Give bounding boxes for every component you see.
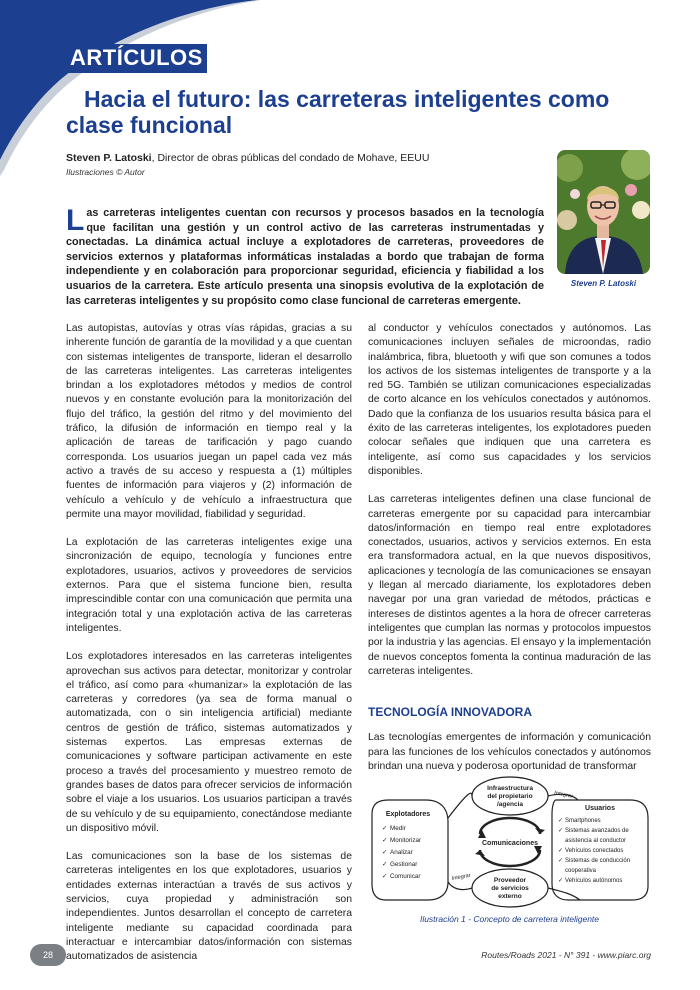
body-paragraph: La explotación de las carreteras inteligentes exige una sincronización de equipo, tecnología y funciones entre explotadores, usuarios, activos y proveedores de servicios externos. Para que el sistema funcione bien, resulta imprescindible contar con una comunicación que permita una integración total y una explotación activa de las carreteras inteligentes.	[66, 537, 352, 634]
usuarios-item: Smartphones	[565, 818, 601, 824]
drop-cap: L	[66, 204, 85, 237]
explotadores-item: Monitorizar	[390, 837, 422, 844]
usuarios-item: Vehículos conectados	[565, 848, 624, 854]
author-line	[66, 152, 429, 164]
check-icon: ✓	[558, 858, 564, 864]
infra-label-1: Infraestructura	[487, 785, 533, 792]
body-paragraph: Las comunicaciones son la base de los sistemas de carreteras inteligentes en los que explotadores, usuarios y entidades externas interactúan a través de sus activos y servicios, cuya propiedad y administración son independientes. Juntos desarrollan el concepto de carretera inteligente mediante su capacidad coordinada para interactuar e intercambiar datos/información con sistemas automatizados de asistencia	[66, 851, 352, 963]
provider-label-3: externo	[498, 893, 522, 900]
usuarios-item: Sistemas avanzados de	[565, 828, 629, 834]
explotadores-item: Medir	[390, 825, 406, 832]
page-footer: Routes/Roads 2021 - N° 391 - www.piarc.org	[481, 950, 651, 960]
check-icon: ✓	[558, 878, 564, 884]
check-icon: ✓	[382, 861, 388, 868]
check-icon: ✓	[382, 825, 388, 832]
check-icon: ✓	[558, 848, 564, 854]
smart-road-diagram	[368, 774, 651, 910]
illustration-credit: Ilustraciones © Autor	[66, 167, 145, 177]
usuarios-item: cooperativa	[565, 868, 597, 874]
integrar-top-label: Integrar	[553, 790, 574, 800]
check-icon: ✓	[558, 818, 564, 824]
body-paragraph: Las autopistas, autovías y otras vías rápidas, gracias a su inherente función de garantía de la movilidad y a que cuentan con sistemas inteligentes de transporte, lideran el desarrollo de las carreteras inteligentes. Las carreteras inteligentes brindan a los explotadores métodos y medios de control nuevos y en constante evolución para la monitorización del flujo del tráfico, la gestión del ritmo y del movimiento del tráfico, la difusión de información en tiempo real y la aplicación de tareas de tarificación y pago cuando corresponda. Los usuarios juegan un papel cada vez más activo a través de su acceso y respuesta a (1) múltiples fuentes de información para viajeros y (2) información de vehículo a vehículo y de vehículo a infraestructura que permite una mayor movilidad, fiabilidad y seguridad.	[66, 323, 352, 520]
usuarios-item: asistencia al conductor	[565, 838, 627, 844]
infra-label-2: del propietario	[487, 793, 533, 800]
check-icon: ✓	[382, 849, 388, 856]
check-icon: ✓	[558, 828, 564, 834]
explotadores-item: Gestionar	[390, 861, 418, 868]
body-paragraph: Los explotadores interesados en las carreteras inteligentes aprovechan sus activos para detectar, monitorizar y controlar el tráfico, así como para «humanizar» la explotación de las carreteras y corredores (ya sea de forma manual o automatizada, con o sin inteligencia artificial) mediante centros de gestión de tráfico, sistemas automatizados y sistemas expertos. Las empresas externas de comunicaciones y software participan activamente en este proceso a través del procesamiento y muestreo remoto de grandes bases de datos para ofrecer servicios de información sobre el viaje a los usuarios. Los usuarios participan a través de su vehículo y de su equipamiento, conectándose mediante un dispositivo móvil.	[66, 651, 352, 834]
provider-label-1: Proveedor	[493, 877, 527, 884]
section-subheading: TECNOLOGÍA INNOVADORA	[368, 705, 532, 720]
check-icon: ✓	[382, 837, 388, 844]
photo-caption: Steven P. Latoski	[570, 279, 637, 288]
body-column-right	[368, 322, 651, 788]
body-paragraph: al conductor y vehículos conectados y autónomos. Las comunicaciones incluyen señales de microondas, radio inalámbrica, fibra, bluetooth y wifi que son comunes a todos los activos de los sistemas inteligentes de transporte y a la red 5G. También se utilizan comunicaciones especializadas de corto alcance en los vehículos conectados y autónomos. Dado que la confianza de los usuarios resulta básica para el éxito de las carreteras inteligentes, los explotadores pueden colocar señales que indiquen que una carretera es inteligente, así como sus capacidades y los servicios disponibles.	[368, 323, 651, 477]
lead-paragraph	[66, 206, 544, 308]
usuarios-title: Usuarios	[585, 805, 615, 812]
author-photo	[557, 150, 650, 274]
explotadores-item: Comunicar	[390, 873, 421, 880]
body-paragraph: Las tecnologías emergentes de información y comunicación para las funciones de los vehículos conectados y autónomos brindan una nueva y poderosa oportunidad de transformar	[368, 732, 651, 773]
check-icon: ✓	[382, 873, 388, 880]
infra-label-3: /agencia	[496, 801, 524, 808]
integrar-bottom-label: Integrar	[451, 872, 472, 882]
article-title: Hacia el futuro: las carreteras inteligentes como clase funcional	[66, 86, 610, 138]
center-label: Comunicaciones	[481, 840, 539, 847]
author-name: Steven P. Latoski	[66, 152, 152, 164]
explotadores-item: Analizar	[390, 849, 413, 856]
usuarios-item: Sistemas de conducción	[565, 858, 631, 864]
body-paragraph: Las carreteras inteligentes definen una clase funcional de carreteras emergente por su capacidad para intercambiar datos/información en tiempo real entre explotadores conectados, usuarios, activos y servicios externos. En esta era transformadora actual, en la que nuevos dispositivos, aplicaciones y tecnología de las comunicaciones se ensayan y llegan al mercado diariamente, los explotadores deben navegar por una gran variedad de métodos, prácticas e intereses de distintos agentes a la hora de ofrecer carreteras inteligentes que cumplan las normas y protocolos impuestos por la industria y las agencias. El ensayo y la implementación de nuevos conceptos fomenta la continua maduración de las carreteras inteligentes.	[368, 494, 652, 677]
section-label: ARTÍCULOS	[66, 44, 207, 73]
figure-caption: Ilustración 1 - Concepto de carretera inteligente	[419, 914, 600, 924]
lead-text: as carreteras inteligentes cuentan con recursos y procesos basados en la tecnología que facilitan una gestión y un control activo de las carreteras instrumentadas y conectadas. La dinámica actual incluye a explotadores de carreteras, proveedores de servicios externos y plataformas informáticas instaladas a bordo que trabajan de forma independiente y en colaboración para proporcionar seguridad, eficiencia y fiabilidad a los usuarios de la carretera. Este artículo presenta una sinopsis evolutiva de la explotación de las carreteras inteligentes y su propósito como clase funcional de carreteras emergente.	[66, 207, 544, 307]
page-number: 28	[30, 944, 66, 966]
provider-label-2: de servicios	[491, 885, 529, 892]
body-column-left	[66, 322, 352, 978]
explotadores-title: Explotadores	[385, 811, 431, 818]
usuarios-item: Vehículos autónomos	[565, 878, 623, 884]
author-role: , Director de obras públicas del condado de Mohave, EEUU	[151, 152, 430, 164]
